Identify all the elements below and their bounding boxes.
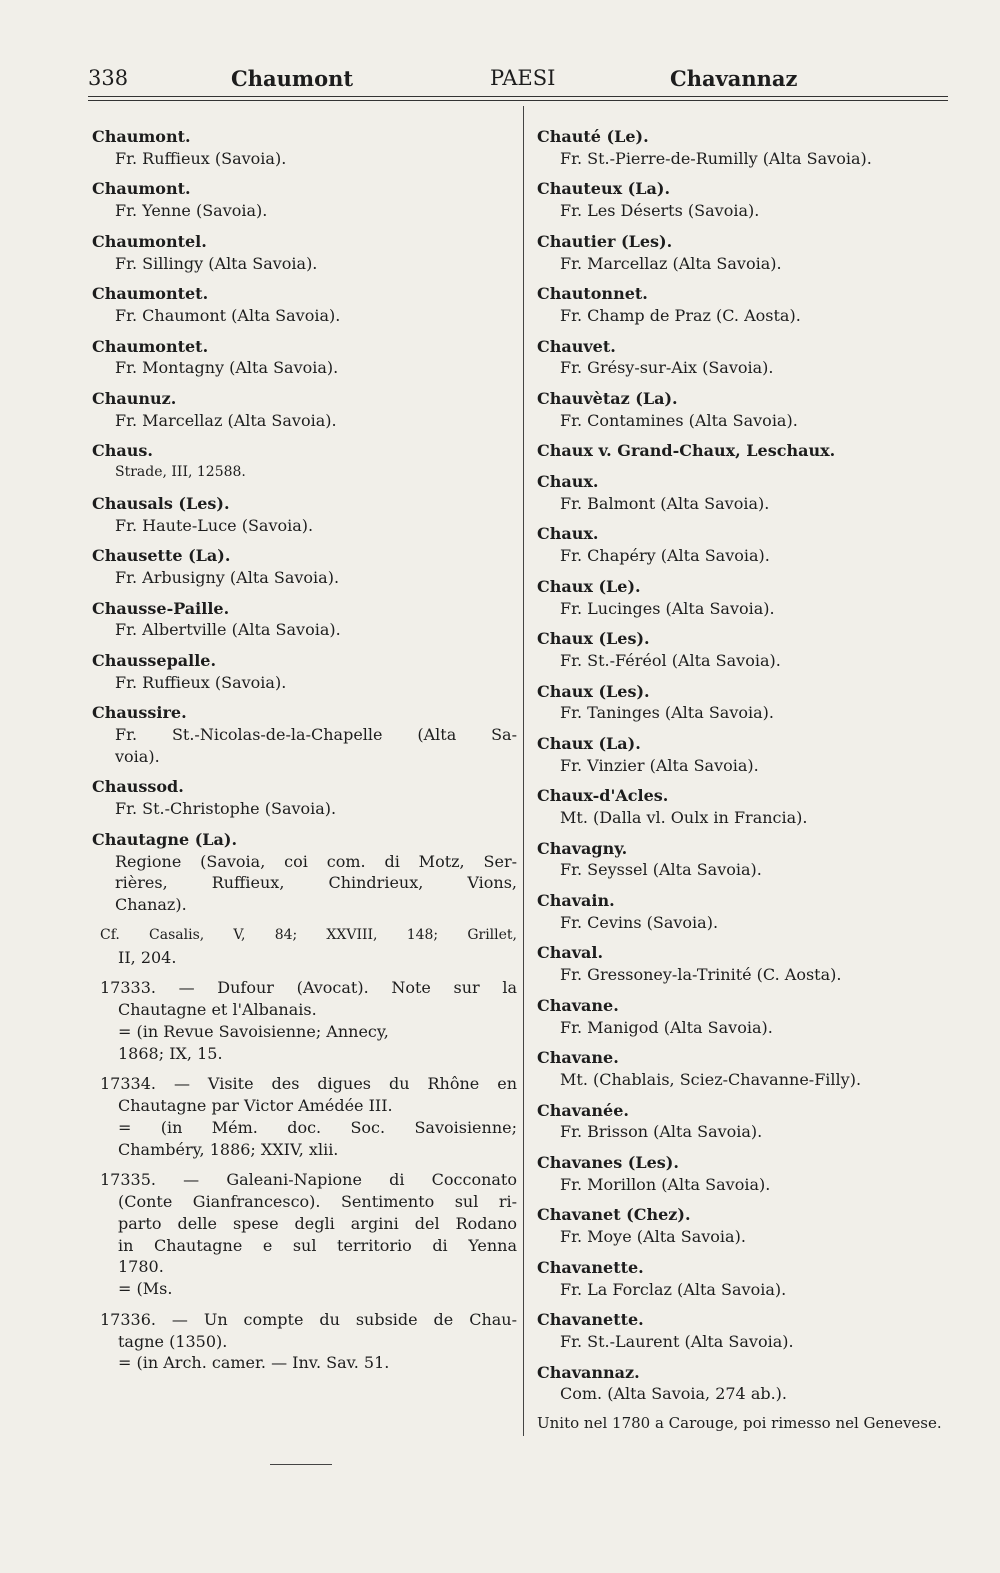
entry-headword: Chaux-d'Acles. bbox=[537, 786, 669, 806]
column-divider bbox=[523, 106, 524, 1436]
entry-line: Chautagne par Victor Amédée III. bbox=[118, 1096, 393, 1116]
entry-line: tagne (1350). bbox=[118, 1331, 228, 1351]
entry-headword: Chaussod. bbox=[92, 777, 184, 797]
entry-headword: Chauté (Le). bbox=[537, 127, 649, 146]
entry-headword: Chavanette. bbox=[537, 1257, 644, 1277]
entry-headword: Chautagne (La). bbox=[92, 829, 238, 849]
gazetteer-entry bbox=[537, 1257, 957, 1301]
right-column bbox=[537, 126, 957, 1433]
gazetteer-entry bbox=[537, 336, 957, 380]
entry-headword: Chauvet. bbox=[537, 336, 616, 356]
entry-line: Fr. Les Déserts (Savoia). bbox=[560, 201, 760, 221]
entry-line: Chambéry, 1886; XXIV, xlii. bbox=[118, 1139, 339, 1159]
entry-headword: Chaval. bbox=[537, 943, 604, 963]
entry-line: Fr. Chaumont (Alta Savoia). bbox=[115, 305, 341, 325]
entry-line: 1780. bbox=[118, 1257, 164, 1277]
header-rule-thin bbox=[88, 100, 948, 101]
gazetteer-entry bbox=[537, 126, 957, 170]
gazetteer-entry bbox=[92, 1169, 517, 1300]
entry-line: Regione (Savoia, coi com. di Motz, Ser- bbox=[115, 851, 517, 871]
gazetteer-entry bbox=[537, 785, 957, 829]
gazetteer-entry bbox=[537, 178, 957, 222]
gazetteer-entry bbox=[537, 471, 957, 515]
entry-headword: Chaussepalle. bbox=[92, 650, 217, 670]
entry-line: = (Ms. bbox=[118, 1279, 173, 1299]
entry-line: rières, Ruffieux, Chindrieux, Vions, bbox=[115, 873, 517, 893]
entry-headword: Chaumontet. bbox=[92, 336, 209, 356]
entry-line: Fr. Albertville (Alta Savoia). bbox=[115, 620, 341, 640]
gazetteer-entry bbox=[92, 1073, 517, 1160]
entry-line: 17336. — Un compte du subside de Chau- bbox=[100, 1309, 517, 1329]
gazetteer-entry bbox=[92, 178, 517, 222]
running-header bbox=[88, 66, 948, 94]
entry-line: Chautagne et l'Albanais. bbox=[118, 1000, 317, 1020]
gazetteer-entry bbox=[537, 1362, 957, 1406]
entry-headword: Chavain. bbox=[537, 891, 615, 911]
gazetteer-entry bbox=[537, 388, 957, 432]
entry-line: Fr. Seyssel (Alta Savoia). bbox=[560, 860, 762, 880]
gazetteer-entry bbox=[537, 942, 957, 986]
gazetteer-entry bbox=[537, 995, 957, 1039]
entry-headword: Chavanette. bbox=[537, 1310, 644, 1330]
entry-headword: Chaunuz. bbox=[92, 388, 177, 408]
entry-line: Fr. Grésy-sur-Aix (Savoia). bbox=[560, 358, 774, 378]
entry-line: Fr. Haute-Luce (Savoia). bbox=[115, 515, 314, 535]
entry-note: Unito nel 1780 a Carouge, poi rimesso nel Genevese. bbox=[537, 1413, 942, 1432]
gazetteer-entry bbox=[92, 829, 517, 916]
gazetteer-entry bbox=[537, 523, 957, 567]
entry-line: Fr. Champ de Praz (C. Aosta). bbox=[560, 305, 801, 325]
entry-headword: Chausals (Les). bbox=[92, 493, 230, 513]
entry-line: Fr. Arbusigny (Alta Savoia). bbox=[115, 567, 340, 587]
entry-headword: Chaux. bbox=[537, 471, 599, 491]
gazetteer-entry bbox=[92, 545, 517, 589]
entry-line: 17335. — Galeani-Napione di Cocconato bbox=[100, 1170, 517, 1190]
gazetteer-entry bbox=[92, 650, 517, 694]
gazetteer-entry bbox=[537, 440, 957, 462]
entry-headword: Chavannaz. bbox=[537, 1362, 640, 1382]
entry-line: Fr. Sillingy (Alta Savoia). bbox=[115, 253, 318, 273]
entry-line: Fr. La Forclaz (Alta Savoia). bbox=[560, 1279, 787, 1299]
gazetteer-entry bbox=[537, 733, 957, 777]
entry-line: Fr. Ruffieux (Savoia). bbox=[115, 672, 287, 692]
entry-line: Fr. Balmont (Alta Savoia). bbox=[560, 493, 770, 513]
gazetteer-entry bbox=[92, 440, 517, 484]
entry-line: voia). bbox=[115, 746, 160, 766]
entry-line: = (in Mém. doc. Soc. Savoisienne; bbox=[118, 1117, 517, 1137]
entry-headword: Chausse-Paille. bbox=[92, 598, 230, 618]
header-right-title: Chavannaz bbox=[670, 66, 798, 91]
entry-headword: Chautonnet. bbox=[537, 284, 648, 304]
entry-line: Fr. Manigod (Alta Savoia). bbox=[560, 1017, 773, 1037]
gazetteer-entry bbox=[92, 598, 517, 642]
entry-headword: Chaussire. bbox=[92, 703, 187, 723]
gazetteer-entry bbox=[537, 1100, 957, 1144]
entry-line: 1868; IX, 15. bbox=[118, 1043, 223, 1063]
entry-line: Mt. (Chablais, Sciez-Chavanne-Filly). bbox=[560, 1070, 862, 1090]
gazetteer-entry bbox=[92, 493, 517, 537]
entry-headword: Chautier (Les). bbox=[537, 231, 673, 251]
entry-headword: Chaus. bbox=[92, 441, 153, 461]
header-left-title: Chaumont bbox=[231, 66, 354, 91]
entry-line: Com. (Alta Savoia, 274 ab.). bbox=[560, 1384, 788, 1404]
entry-line: (Conte Gianfrancesco). Sentimento sul ri- bbox=[118, 1192, 517, 1212]
gazetteer-entry bbox=[537, 890, 957, 934]
entry-line: Fr. Marcellaz (Alta Savoia). bbox=[560, 253, 782, 273]
entry-headword: Chaumont. bbox=[92, 127, 191, 146]
gazetteer-entry bbox=[92, 977, 517, 1064]
gazetteer-entry bbox=[537, 628, 957, 672]
gazetteer-entry bbox=[92, 388, 517, 432]
left-column bbox=[92, 126, 517, 1383]
gazetteer-entry bbox=[537, 1204, 957, 1248]
gazetteer-entry bbox=[92, 702, 517, 767]
header-center-title: PAESI bbox=[490, 66, 556, 90]
gazetteer-entry bbox=[92, 231, 517, 275]
gazetteer-entry bbox=[92, 1309, 517, 1374]
header-rule bbox=[88, 96, 948, 97]
gazetteer-entry bbox=[92, 776, 517, 820]
entry-headword: Chaux (Les). bbox=[537, 681, 650, 701]
entry-headword: Chaumontel. bbox=[92, 231, 207, 251]
entry-line: Fr. Contamines (Alta Savoia). bbox=[560, 410, 798, 430]
gazetteer-entry bbox=[537, 838, 957, 882]
entry-line: Fr. Brisson (Alta Savoia). bbox=[560, 1122, 763, 1142]
entry-line: Mt. (Dalla vl. Oulx in Francia). bbox=[560, 808, 808, 828]
entry-headword: Chavane. bbox=[537, 995, 619, 1015]
gazetteer-entry bbox=[537, 576, 957, 620]
entry-line: Fr. Vinzier (Alta Savoia). bbox=[560, 755, 759, 775]
gazetteer-entry bbox=[92, 925, 517, 969]
entry-headword: Chaux. bbox=[537, 524, 599, 544]
entry-headword: Chaux (La). bbox=[537, 733, 641, 753]
entry-line: Fr. Gressoney-la-Trinité (C. Aosta). bbox=[560, 965, 842, 985]
gazetteer-entry bbox=[537, 681, 957, 725]
entry-headword: Chaux v. Grand-Chaux, Leschaux. bbox=[537, 441, 836, 461]
entry-line: Fr. Lucinges (Alta Savoia). bbox=[560, 598, 775, 618]
entry-line: Fr. Taninges (Alta Savoia). bbox=[560, 703, 774, 723]
entry-line: Fr. St.-Pierre-de-Rumilly (Alta Savoia). bbox=[560, 148, 872, 168]
gazetteer-entry bbox=[92, 283, 517, 327]
entry-line: Chanaz). bbox=[115, 895, 187, 915]
entry-line: Fr. Moye (Alta Savoia). bbox=[560, 1227, 746, 1247]
entry-headword: Chavanet (Chez). bbox=[537, 1205, 691, 1225]
gazetteer-entry bbox=[537, 1152, 957, 1196]
entry-line: in Chautagne e sul territorio di Yenna bbox=[118, 1235, 517, 1255]
entry-line: 17334. — Visite des digues du Rhône en bbox=[100, 1074, 517, 1094]
entry-line: Fr. Ruffieux (Savoia). bbox=[115, 148, 287, 168]
entry-headword: Chavagny. bbox=[537, 838, 628, 858]
entry-line: II, 204. bbox=[118, 947, 177, 967]
entry-headword: Chauteux (La). bbox=[537, 179, 671, 199]
entry-headword: Chaumont. bbox=[92, 179, 191, 199]
entry-line: parto delle spese degli argini del Rodano bbox=[118, 1213, 517, 1233]
entry-headword: Chaux (Les). bbox=[537, 629, 650, 649]
entry-line: Cf. Casalis, V, 84; XXVIII, 148; Grillet, bbox=[100, 926, 517, 943]
entry-headword: Chaumontet. bbox=[92, 284, 209, 304]
gazetteer-entry bbox=[537, 1309, 957, 1353]
entry-line: Fr. Marcellaz (Alta Savoia). bbox=[115, 410, 337, 430]
entry-line: Fr. St.-Laurent (Alta Savoia). bbox=[560, 1331, 794, 1351]
entry-headword: Chaux (Le). bbox=[537, 576, 641, 596]
entry-line: Fr. Chapéry (Alta Savoia). bbox=[560, 546, 770, 566]
entry-line: Fr. St.-Christophe (Savoia). bbox=[115, 799, 337, 819]
entry-line: Fr. Yenne (Savoia). bbox=[115, 201, 268, 221]
entry-line: 17333. — Dufour (Avocat). Note sur la bbox=[100, 978, 517, 998]
entry-line: Fr. Montagny (Alta Savoia). bbox=[115, 358, 339, 378]
gazetteer-entry bbox=[537, 283, 957, 327]
entry-line: = (in Arch. camer. — Inv. Sav. 51. bbox=[118, 1353, 390, 1373]
gazetteer-entry bbox=[537, 1047, 957, 1091]
gazetteer-entry bbox=[92, 336, 517, 380]
entry-headword: Chausette (La). bbox=[92, 546, 231, 566]
entry-line: = (in Revue Savoisienne; Annecy, bbox=[118, 1021, 389, 1041]
entry-headword: Chavanée. bbox=[537, 1100, 629, 1120]
gazetteer-entry bbox=[92, 126, 517, 170]
gazetteer-entry bbox=[537, 231, 957, 275]
entry-line: Fr. St.-Nicolas-de-la-Chapelle (Alta Sa- bbox=[115, 725, 517, 745]
entry-line: Fr. Cevins (Savoia). bbox=[560, 912, 719, 932]
entry-headword: Chavane. bbox=[537, 1048, 619, 1068]
end-rule bbox=[270, 1464, 332, 1465]
entry-line: Fr. Morillon (Alta Savoia). bbox=[560, 1174, 771, 1194]
entry-line: Strade, III, 12588. bbox=[115, 464, 246, 481]
page-number: 338 bbox=[88, 66, 129, 90]
entry-headword: Chavanes (Les). bbox=[537, 1153, 679, 1173]
entry-line: Fr. St.-Féréol (Alta Savoia). bbox=[560, 650, 781, 670]
entry-headword: Chauvètaz (La). bbox=[537, 388, 678, 408]
